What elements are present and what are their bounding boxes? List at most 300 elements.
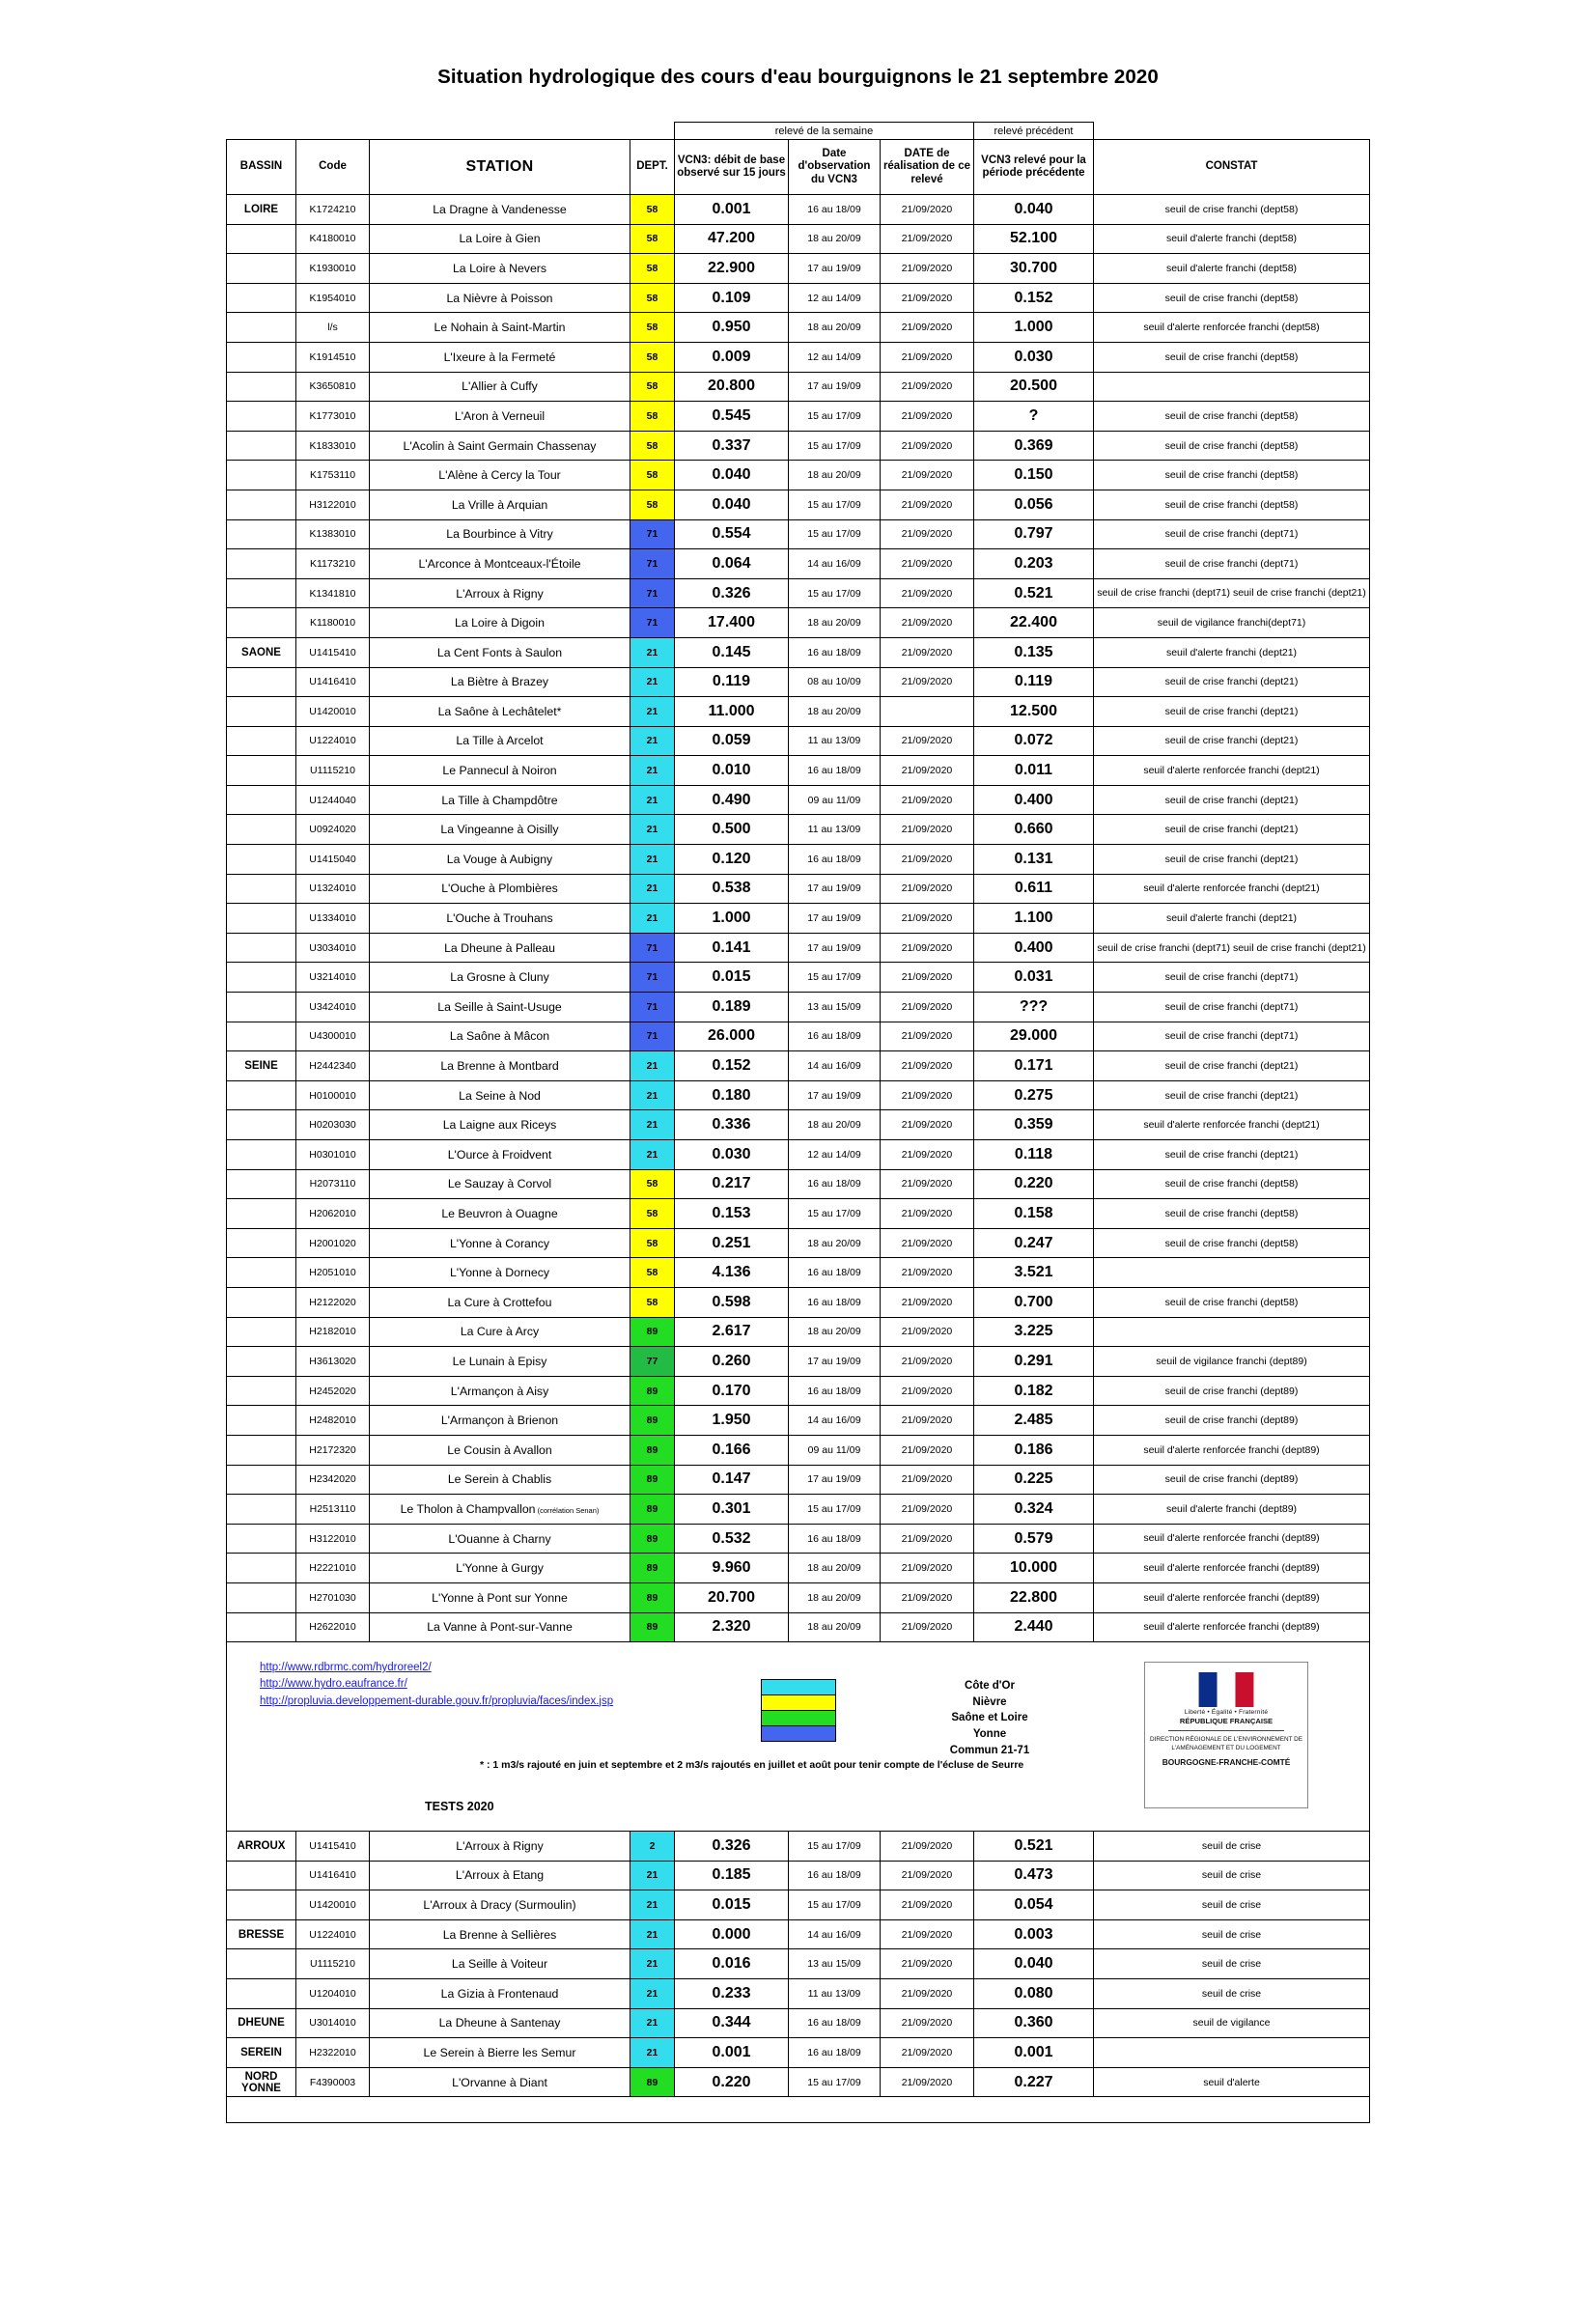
cell-vcn3: 0.119 [675,667,789,697]
table-row [227,1524,1370,1554]
table-row [227,461,1370,490]
cell-date-observation: 17 au 19/09 [789,1347,881,1377]
cell-vcn3: 1.000 [675,904,789,934]
cell-constat [1094,1317,1370,1347]
cell-station: La Dheune à Palleau [370,933,630,963]
table-row [227,785,1370,815]
cell-code: H2073110 [296,1169,370,1199]
cell-constat: seuil d'alerte renforcée franchi (dept89) [1094,1582,1370,1612]
cell-bassin [227,342,296,372]
cell-station: La Tille à Champdôtre [370,785,630,815]
cell-vcn3: 0.166 [675,1435,789,1465]
cell-vcn3: 9.960 [675,1554,789,1583]
cell-bassin [227,1495,296,1525]
cell-date-observation: 17 au 19/09 [789,904,881,934]
cell-station: La Seille à Saint-Usuge [370,993,630,1022]
cell-code: H2342020 [296,1465,370,1495]
table-group-header-row [227,123,1370,140]
cell-vcn3-previous: 0.003 [974,1919,1094,1949]
cell-bassin [227,785,296,815]
cell-bassin [227,1524,296,1554]
cell-dept: 71 [630,549,675,579]
cell-date-observation: 16 au 18/09 [789,1022,881,1051]
legend-department-list [903,1678,1077,1758]
cell-bassin [227,1022,296,1051]
cell-date-observation: 16 au 18/09 [789,637,881,667]
cell-vcn3: 2.320 [675,1612,789,1642]
cell-date-observation: 17 au 19/09 [789,874,881,904]
cell-dept: 58 [630,313,675,343]
cell-vcn3-previous: 0.011 [974,756,1094,786]
cell-bassin [227,1199,296,1229]
cell-station: La Cure à Crottefou [370,1287,630,1317]
cell-dept: 89 [630,1317,675,1347]
cell-date-realisation [881,697,974,727]
cell-date-realisation: 21/09/2020 [881,372,974,402]
cell-bassin: BRESSE [227,1919,296,1949]
cell-date-realisation: 21/09/2020 [881,2067,974,2097]
table-row [227,637,1370,667]
cell-date-realisation: 21/09/2020 [881,254,974,284]
cell-code: U1334010 [296,904,370,934]
cell-date-realisation: 21/09/2020 [881,1317,974,1347]
cell-date-observation: 18 au 20/09 [789,1317,881,1347]
cell-code: U1416410 [296,667,370,697]
cell-constat: seuil d'alerte renforcée franchi (dept21) [1094,874,1370,904]
table-row [227,578,1370,608]
logo-republic: RÉPUBLIQUE FRANÇAISE [1179,1717,1274,1726]
cell-date-realisation: 21/09/2020 [881,874,974,904]
cell-bassin [227,726,296,756]
cell-date-observation: 15 au 17/09 [789,963,881,993]
legend-department-item: Commun 21-71 [949,1744,1030,1756]
cell-bassin [227,224,296,254]
cell-dept: 58 [630,342,675,372]
cell-date-realisation: 21/09/2020 [881,667,974,697]
cell-vcn3-previous: 0.040 [974,195,1094,225]
col-header-vcn3: VCN3: débit de base observé sur 15 jours [675,140,789,195]
cell-date-realisation: 21/09/2020 [881,519,974,549]
cell-bassin: SEREIN [227,2038,296,2068]
cell-vcn3-previous: ??? [974,993,1094,1022]
cell-constat: seuil de crise franchi (dept71) [1094,519,1370,549]
cell-dept: 89 [630,1376,675,1406]
cell-vcn3: 0.040 [675,461,789,490]
cell-constat: seuil d'alerte franchi (dept21) [1094,637,1370,667]
cell-dept: 21 [630,845,675,875]
cell-date-realisation: 21/09/2020 [881,726,974,756]
cell-constat: seuil d'alerte franchi (dept58) [1094,254,1370,284]
cell-station: L'Acolin à Saint Germain Chassenay [370,431,630,461]
cell-dept: 21 [630,1080,675,1110]
link-hydro-eaufrance[interactable]: http://www.hydro.eaufrance.fr/ [260,1678,407,1691]
logo-service: DIRECTION RÉGIONALE DE L'ENVIRONNEMENT DE L'AMÉNAGEMENT ET DU LOGEMENT [1149,1736,1303,1751]
cell-constat: seuil d'alerte renforcée franchi (dept89) [1094,1554,1370,1583]
cell-vcn3: 0.059 [675,726,789,756]
cell-vcn3-previous: 29.000 [974,1022,1094,1051]
table-row [227,1228,1370,1258]
table-row [227,1890,1370,1920]
cell-vcn3: 0.538 [675,874,789,904]
link-propluvia[interactable]: http://propluvia.developpement-durable.gouv.fr/propluvia/faces/index.jsp [260,1694,614,1707]
cell-date-observation: 14 au 16/09 [789,1051,881,1081]
cell-bassin [227,1949,296,1979]
cell-vcn3-previous: 0.203 [974,549,1094,579]
cell-constat [1094,1258,1370,1288]
table-row [227,1495,1370,1525]
cell-date-realisation: 21/09/2020 [881,1199,974,1229]
cell-vcn3: 0.064 [675,549,789,579]
cell-date-observation: 12 au 14/09 [789,342,881,372]
cell-date-realisation: 21/09/2020 [881,1287,974,1317]
cell-constat: seuil de crise franchi (dept58) [1094,1169,1370,1199]
cell-dept: 58 [630,224,675,254]
cell-vcn3: 20.800 [675,372,789,402]
cell-vcn3-previous: 0.291 [974,1347,1094,1377]
cell-station: L'Orvanne à Diant [370,2067,630,2097]
cell-vcn3-previous: 0.400 [974,785,1094,815]
cell-code: K1954010 [296,283,370,313]
cell-station: Le Tholon à Champvallon (corrélation Senan) [370,1495,630,1525]
cell-vcn3: 26.000 [675,1022,789,1051]
cell-code: H2322010 [296,2038,370,2068]
cell-date-realisation: 21/09/2020 [881,1347,974,1377]
cell-date-observation: 16 au 18/09 [789,756,881,786]
cell-date-realisation: 21/09/2020 [881,1582,974,1612]
cell-constat: seuil de crise franchi (dept21) [1094,785,1370,815]
cell-date-observation: 12 au 14/09 [789,283,881,313]
cell-vcn3: 0.009 [675,342,789,372]
cell-code: H2452020 [296,1376,370,1406]
cell-vcn3-previous: 0.660 [974,815,1094,845]
cell-vcn3-previous: 0.369 [974,431,1094,461]
cell-vcn3-previous: 12.500 [974,697,1094,727]
cell-vcn3-previous: 0.119 [974,667,1094,697]
cell-vcn3: 0.326 [675,578,789,608]
cell-vcn3: 0.180 [675,1080,789,1110]
cell-dept: 58 [630,431,675,461]
cell-station: L'Armançon à Brienon [370,1406,630,1436]
table-row [227,431,1370,461]
footer-row [227,1642,1370,1832]
cell-station: L'Ouche à Plombières [370,874,630,904]
cell-date-realisation: 21/09/2020 [881,1554,974,1583]
cell-vcn3-previous: 0.359 [974,1110,1094,1140]
cell-constat: seuil d'alerte renforcée franchi (dept89) [1094,1524,1370,1554]
cell-bassin [227,1376,296,1406]
empty-cell [370,123,630,140]
cell-vcn3-previous: 0.054 [974,1890,1094,1920]
cell-station: La Seille à Voiteur [370,1949,630,1979]
cell-code: K1724210 [296,195,370,225]
cell-date-observation: 18 au 20/09 [789,697,881,727]
table-row [227,254,1370,284]
cell-dept: 21 [630,1861,675,1890]
cell-vcn3-previous: 0.220 [974,1169,1094,1199]
table-row [227,2008,1370,2038]
cell-bassin [227,993,296,1022]
cell-date-realisation: 21/09/2020 [881,283,974,313]
col-header-date-observation: Date d'observation du VCN3 [789,140,881,195]
cell-vcn3-previous: 0.150 [974,461,1094,490]
cell-vcn3: 0.120 [675,845,789,875]
cell-date-realisation: 21/09/2020 [881,1080,974,1110]
cell-constat: seuil de crise franchi (dept21) [1094,726,1370,756]
cell-vcn3: 0.185 [675,1861,789,1890]
cell-vcn3-previous: 0.797 [974,519,1094,549]
cell-code: U3424010 [296,993,370,1022]
cell-bassin [227,1582,296,1612]
cell-code: H2062010 [296,1199,370,1229]
cell-station: L'Ource à Froidvent [370,1140,630,1170]
cell-vcn3-previous: ? [974,402,1094,432]
cell-dept: 71 [630,1022,675,1051]
cell-date-realisation: 21/09/2020 [881,1919,974,1949]
cell-vcn3: 0.001 [675,195,789,225]
cell-code: U1204010 [296,1979,370,2009]
cell-date-realisation: 21/09/2020 [881,608,974,638]
cell-constat: seuil d'alerte renforcée franchi (dept89) [1094,1435,1370,1465]
cell-dept: 21 [630,637,675,667]
cell-vcn3-previous: 2.440 [974,1612,1094,1642]
legend-department-item: Yonne [972,1728,1007,1741]
cell-station: L'Yonne à Gurgy [370,1554,630,1583]
cell-constat: seuil de crise franchi (dept58) [1094,490,1370,519]
cell-code: H3122010 [296,490,370,519]
cell-date-observation: 11 au 13/09 [789,1979,881,2009]
table-row [227,342,1370,372]
cell-station: L'Arroux à Dracy (Surmoulin) [370,1890,630,1920]
cell-vcn3-previous: 0.400 [974,933,1094,963]
cell-constat: seuil de crise franchi (dept71) [1094,993,1370,1022]
cell-vcn3-previous: 0.227 [974,2067,1094,2097]
cell-date-realisation: 21/09/2020 [881,490,974,519]
cell-vcn3-previous: 0.186 [974,1435,1094,1465]
cell-code: U1244040 [296,785,370,815]
cell-constat: seuil de crise [1094,1832,1370,1862]
table-row [227,1376,1370,1406]
cell-date-realisation: 21/09/2020 [881,785,974,815]
dreal-logo [1144,1662,1308,1808]
table-row [227,1258,1370,1288]
cell-vcn3-previous: 0.182 [974,1376,1094,1406]
table-row [227,1080,1370,1110]
cell-code: H2182010 [296,1317,370,1347]
cell-code: H0301010 [296,1140,370,1170]
cell-constat: seuil de crise franchi (dept89) [1094,1376,1370,1406]
cell-date-realisation: 21/09/2020 [881,1258,974,1288]
cell-vcn3-previous: 1.100 [974,904,1094,934]
cell-dept: 58 [630,1258,675,1288]
cell-vcn3-previous: 0.135 [974,637,1094,667]
cell-bassin [227,815,296,845]
cell-date-observation: 15 au 17/09 [789,578,881,608]
cell-bassin [227,963,296,993]
cell-bassin [227,1435,296,1465]
cell-date-observation: 15 au 17/09 [789,490,881,519]
cell-dept: 58 [630,195,675,225]
cell-constat: seuil de crise [1094,1949,1370,1979]
cell-vcn3-previous: 3.225 [974,1317,1094,1347]
cell-vcn3-previous: 22.400 [974,608,1094,638]
cell-constat: seuil de crise [1094,1919,1370,1949]
cell-vcn3-previous: 52.100 [974,224,1094,254]
cell-date-observation: 14 au 16/09 [789,1919,881,1949]
table-row [227,283,1370,313]
cell-station-note: (corrélation Senan) [535,1505,600,1515]
cell-code: U0924020 [296,815,370,845]
cell-code: H2001020 [296,1228,370,1258]
cell-code: K1341810 [296,578,370,608]
empty-cell [227,123,296,140]
table-row [227,1861,1370,1890]
cell-dept: 58 [630,461,675,490]
cell-code: K1180010 [296,608,370,638]
cell-code: H2482010 [296,1406,370,1436]
cell-bassin [227,1465,296,1495]
cell-date-realisation: 21/09/2020 [881,402,974,432]
cell-constat: seuil d'alerte [1094,2067,1370,2097]
cell-bassin [227,372,296,402]
cell-station: Le Cousin à Avallon [370,1435,630,1465]
cell-date-observation: 11 au 13/09 [789,815,881,845]
table-row [227,1612,1370,1642]
cell-constat: seuil d'alerte renforcée franchi (dept89) [1094,1612,1370,1642]
cell-dept: 58 [630,1287,675,1317]
cell-station: La Vrille à Arquian [370,490,630,519]
cell-vcn3: 11.000 [675,697,789,727]
cell-code: U1415410 [296,637,370,667]
cell-date-realisation: 21/09/2020 [881,431,974,461]
cell-date-observation: 17 au 19/09 [789,1465,881,1495]
cell-date-realisation: 21/09/2020 [881,1228,974,1258]
legend-department-item: Nièvre [972,1695,1007,1708]
cell-vcn3-previous: 0.030 [974,342,1094,372]
cell-bassin [227,667,296,697]
cell-date-observation: 12 au 14/09 [789,1140,881,1170]
cell-code: K1753110 [296,461,370,490]
cell-code: K1930010 [296,254,370,284]
cell-vcn3-previous: 22.800 [974,1582,1094,1612]
cell-vcn3: 17.400 [675,608,789,638]
links-block[interactable] [260,1660,613,1710]
cell-station: La Tille à Arcelot [370,726,630,756]
cell-date-observation: 18 au 20/09 [789,1612,881,1642]
table-row [227,1554,1370,1583]
cell-station: La Loire à Digoin [370,608,630,638]
cell-bassin [227,313,296,343]
cell-constat: seuil de crise franchi (dept58) [1094,402,1370,432]
col-header-vcn3-previous: VCN3 relevé pour la période précédente [974,140,1094,195]
cell-date-observation: 17 au 19/09 [789,933,881,963]
table-row [227,993,1370,1022]
cell-constat: seuil de crise franchi (dept21) [1094,815,1370,845]
table-row [227,313,1370,343]
cell-code: U1420010 [296,1890,370,1920]
cell-vcn3: 0.040 [675,490,789,519]
cell-vcn3-previous: 0.031 [974,963,1094,993]
cell-code: U4300010 [296,1022,370,1051]
cell-vcn3-previous: 20.500 [974,372,1094,402]
empty-cell [1094,123,1370,140]
cell-date-observation: 16 au 18/09 [789,2008,881,2038]
cell-date-observation: 14 au 16/09 [789,549,881,579]
cell-date-realisation: 21/09/2020 [881,2008,974,2038]
cell-dept: 58 [630,1228,675,1258]
cell-date-realisation: 21/09/2020 [881,313,974,343]
cell-date-observation: 15 au 17/09 [789,2067,881,2097]
cell-code: U1115210 [296,1949,370,1979]
cell-dept: 58 [630,490,675,519]
cell-vcn3-previous: 0.040 [974,1949,1094,1979]
cell-code: K1383010 [296,519,370,549]
cell-vcn3: 0.217 [675,1169,789,1199]
cell-vcn3: 0.220 [675,2067,789,2097]
cell-constat: seuil de crise franchi (dept58) [1094,1228,1370,1258]
cell-vcn3-previous: 2.485 [974,1406,1094,1436]
cell-code: U1224010 [296,726,370,756]
cell-constat: seuil de crise franchi (dept21) [1094,667,1370,697]
table-header-row [227,140,1370,195]
cell-bassin: NORD YONNE [227,2067,296,2097]
logo-divider [1168,1730,1284,1731]
table-row [227,697,1370,727]
cell-constat: seuil de crise franchi (dept71) [1094,549,1370,579]
cell-vcn3: 0.337 [675,431,789,461]
group-header-week: relevé de la semaine [675,123,974,140]
logo-region: BOURGOGNE-FRANCHE-COMTÉ [1162,1757,1291,1768]
cell-station: La Nièvre à Poisson [370,283,630,313]
cell-dept: 58 [630,402,675,432]
cell-date-observation: 16 au 18/09 [789,1861,881,1890]
cell-constat: seuil de vigilance franchi(dept71) [1094,608,1370,638]
table-row [227,1435,1370,1465]
cell-constat: seuil de crise franchi (dept21) [1094,1051,1370,1081]
cell-bassin [227,1890,296,1920]
cell-vcn3: 0.170 [675,1376,789,1406]
table-row [227,1949,1370,1979]
cell-dept: 21 [630,874,675,904]
cell-station: La Grosne à Cluny [370,963,630,993]
cell-station: L'Alène à Cercy la Tour [370,461,630,490]
table-row [227,1199,1370,1229]
cell-station: L'Allier à Cuffy [370,372,630,402]
cell-station: La Saône à Lechâtelet* [370,697,630,727]
cell-station: La Vanne à Pont-sur-Vanne [370,1612,630,1642]
cell-vcn3-previous: 1.000 [974,313,1094,343]
cell-vcn3-previous: 0.275 [974,1080,1094,1110]
table-end-row [227,2097,1370,2123]
cell-vcn3-previous: 10.000 [974,1554,1094,1583]
cell-bassin: SEINE [227,1051,296,1081]
cell-constat: seuil de crise [1094,1890,1370,1920]
cell-station: La Seine à Nod [370,1080,630,1110]
cell-date-observation: 16 au 18/09 [789,195,881,225]
cell-date-realisation: 21/09/2020 [881,1524,974,1554]
cell-vcn3-previous: 0.056 [974,490,1094,519]
cell-vcn3: 22.900 [675,254,789,284]
cell-code: H3122010 [296,1524,370,1554]
cell-date-realisation: 21/09/2020 [881,1890,974,1920]
cell-station: L'Aron à Verneuil [370,402,630,432]
cell-dept: 71 [630,578,675,608]
cell-dept: 58 [630,372,675,402]
cell-vcn3: 0.030 [675,1140,789,1170]
link-hydroreel[interactable]: http://www.rdbrmc.com/hydroreel2/ [260,1662,432,1674]
document-page [0,66,1596,2324]
cell-constat [1094,372,1370,402]
cell-constat: seuil de crise franchi (dept21) [1094,845,1370,875]
